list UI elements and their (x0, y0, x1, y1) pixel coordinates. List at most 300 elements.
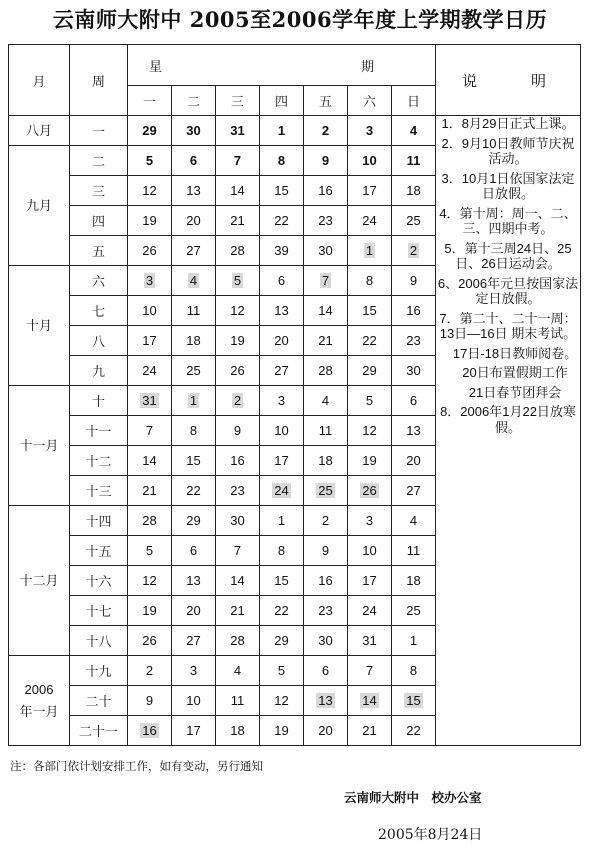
day-cell (128, 386, 172, 416)
day-cell (216, 566, 260, 596)
day-cell (348, 236, 392, 266)
day-number: 1 (365, 243, 374, 258)
day-cell (392, 506, 436, 536)
day-cell (172, 266, 216, 296)
day-number: 16 (142, 723, 157, 738)
notes-column (436, 116, 581, 746)
day-number: 16 (318, 183, 333, 198)
month-label: 十一月 (9, 386, 70, 506)
day-number: 1 (277, 513, 286, 528)
day-cell (128, 566, 172, 596)
day-cell (172, 386, 216, 416)
note-item: 17日-18日教师阅卷。 (452, 345, 578, 361)
day-cell (128, 476, 172, 506)
day-number: 28 (230, 633, 245, 648)
day-cell (392, 356, 436, 386)
day-cell (392, 536, 436, 566)
month-label: 九月 (9, 146, 70, 266)
day-cell (216, 116, 260, 146)
weekday-header: 三 (216, 86, 260, 116)
day-cell (348, 656, 392, 686)
day-number: 4 (409, 513, 418, 528)
day-number: 6 (189, 153, 198, 168)
day-cell (392, 596, 436, 626)
day-number: 22 (274, 213, 289, 228)
week-number: 二 (70, 146, 128, 176)
day-number: 28 (230, 243, 245, 258)
day-number: 30 (318, 243, 333, 258)
day-cell (260, 566, 304, 596)
day-cell (392, 296, 436, 326)
day-cell (392, 476, 436, 506)
week-number: 三 (70, 176, 128, 206)
day-number: 8 (277, 153, 286, 168)
day-number: 22 (406, 723, 421, 738)
day-number: 22 (274, 603, 289, 618)
day-cell (172, 236, 216, 266)
day-cell (348, 506, 392, 536)
day-number: 13 (186, 573, 201, 588)
day-number: 15 (274, 573, 289, 588)
day-number: 10 (274, 423, 289, 438)
day-cell (348, 626, 392, 656)
day-cell (216, 506, 260, 536)
week-number: 十八 (70, 626, 128, 656)
day-number: 25 (406, 213, 421, 228)
week-number: 一 (70, 116, 128, 146)
day-cell (304, 356, 348, 386)
weekday-header: 一 (128, 86, 172, 116)
day-number: 29 (186, 513, 201, 528)
week-number: 十七 (70, 596, 128, 626)
day-number: 8 (409, 663, 418, 678)
day-number: 21 (318, 333, 333, 348)
day-number: 13 (406, 423, 421, 438)
day-number: 12 (274, 693, 289, 708)
day-cell (348, 296, 392, 326)
day-number: 18 (230, 723, 245, 738)
day-number: 13 (186, 183, 201, 198)
day-cell (128, 446, 172, 476)
day-cell (128, 296, 172, 326)
day-cell (260, 476, 304, 506)
day-number: 6 (409, 393, 418, 408)
day-cell (348, 386, 392, 416)
day-cell (392, 236, 436, 266)
week-number: 二十一 (70, 716, 128, 746)
week-number: 二十 (70, 686, 128, 716)
day-number: 6 (321, 663, 330, 678)
day-cell (304, 116, 348, 146)
day-number: 17 (362, 183, 377, 198)
day-number: 17 (186, 723, 201, 738)
day-cell (348, 416, 392, 446)
day-cell (348, 536, 392, 566)
day-cell (304, 566, 348, 596)
day-cell (216, 446, 260, 476)
day-cell (128, 686, 172, 716)
day-cell (260, 206, 304, 236)
day-number: 20 (186, 603, 201, 618)
day-number: 11 (318, 423, 333, 438)
day-number: 17 (274, 453, 289, 468)
day-number: 4 (321, 393, 330, 408)
note-item: 1．8月29日正式上课。 (441, 116, 575, 131)
day-cell (348, 176, 392, 206)
notes-header: 说 明 (436, 45, 581, 116)
day-cell (172, 446, 216, 476)
day-cell (216, 266, 260, 296)
day-cell (172, 146, 216, 176)
day-cell (172, 566, 216, 596)
day-cell (172, 356, 216, 386)
day-number: 18 (318, 453, 333, 468)
day-number: 20 (186, 213, 201, 228)
day-cell (172, 596, 216, 626)
day-cell (172, 506, 216, 536)
note-item: 5．第十三周24日、25日、26日运动会。 (444, 240, 572, 271)
day-cell (128, 146, 172, 176)
day-cell (392, 176, 436, 206)
day-cell (260, 416, 304, 446)
day-cell (260, 356, 304, 386)
day-number: 23 (230, 483, 245, 498)
day-cell (128, 326, 172, 356)
day-number: 25 (406, 603, 421, 618)
day-cell (392, 416, 436, 446)
day-number: 25 (186, 363, 201, 378)
day-number: 17 (362, 573, 377, 588)
day-cell (304, 296, 348, 326)
issue-date: 2005年8月24日 (378, 827, 483, 843)
month-label: 八月 (9, 116, 70, 146)
day-number: 3 (145, 273, 154, 288)
day-number: 16 (230, 453, 245, 468)
day-number: 1 (277, 123, 286, 138)
day-number: 21 (142, 483, 157, 498)
day-number: 20 (274, 333, 289, 348)
note-item: 21日春节团拜会 (468, 384, 562, 400)
day-cell (172, 686, 216, 716)
day-cell (304, 266, 348, 296)
day-number: 14 (230, 573, 245, 588)
day-cell (128, 176, 172, 206)
day-cell (304, 506, 348, 536)
day-cell (128, 116, 172, 146)
day-cell (172, 176, 216, 206)
day-number: 19 (142, 213, 157, 228)
day-cell (304, 626, 348, 656)
day-cell (392, 146, 436, 176)
day-number: 21 (362, 723, 377, 738)
day-number: 9 (321, 543, 330, 558)
day-number: 11 (186, 303, 201, 318)
day-number: 27 (186, 243, 201, 258)
day-cell (348, 116, 392, 146)
day-cell (348, 566, 392, 596)
day-number: 25 (318, 483, 333, 498)
day-number: 24 (362, 213, 377, 228)
day-cell (304, 146, 348, 176)
day-cell (216, 296, 260, 326)
day-number: 10 (362, 543, 377, 558)
day-cell (260, 176, 304, 206)
day-number: 30 (406, 363, 421, 378)
weekday-header: 四 (260, 86, 304, 116)
day-cell (260, 116, 304, 146)
day-cell (216, 716, 260, 746)
day-cell (128, 596, 172, 626)
day-number: 20 (406, 453, 421, 468)
day-number: 15 (274, 183, 289, 198)
note-item: 8．2006年1月22日放寒假。 (440, 404, 576, 435)
day-number: 2 (321, 513, 330, 528)
day-cell (216, 146, 260, 176)
day-cell (260, 536, 304, 566)
day-number: 11 (406, 153, 421, 168)
day-number: 24 (142, 363, 157, 378)
day-cell (348, 356, 392, 386)
day-number: 7 (321, 273, 330, 288)
day-cell (260, 656, 304, 686)
note-item: 6、2006年元旦按国家法定日放假。 (437, 275, 579, 306)
day-number: 6 (277, 273, 286, 288)
day-cell (392, 686, 436, 716)
day-cell (348, 206, 392, 236)
weekday-group-header: 星 期 (128, 45, 436, 86)
day-number: 21 (230, 603, 245, 618)
day-number: 9 (145, 693, 154, 708)
day-number: 28 (142, 513, 157, 528)
day-cell (304, 716, 348, 746)
week-number: 十六 (70, 566, 128, 596)
day-cell (172, 206, 216, 236)
day-cell (216, 356, 260, 386)
day-number: 10 (186, 693, 201, 708)
day-number: 18 (406, 573, 421, 588)
calendar-table (8, 44, 581, 746)
day-cell (260, 506, 304, 536)
day-cell (392, 386, 436, 416)
day-cell (348, 596, 392, 626)
day-cell (304, 326, 348, 356)
day-cell (304, 416, 348, 446)
day-number: 20 (318, 723, 333, 738)
day-number: 12 (230, 303, 245, 318)
day-number: 31 (230, 123, 245, 138)
note-item: 4．第十周：周一、二、三、四期中考。 (439, 205, 577, 236)
day-number: 12 (142, 573, 157, 588)
day-cell (172, 416, 216, 446)
day-number: 11 (230, 693, 245, 708)
day-number: 7 (365, 663, 374, 678)
day-number: 17 (142, 333, 157, 348)
day-number: 31 (362, 633, 377, 648)
page-title: 云南师大附中 2005至2006学年度上学期教学日历 (52, 7, 548, 32)
day-number: 23 (406, 333, 421, 348)
week-number: 十一 (70, 416, 128, 446)
day-number: 9 (233, 423, 242, 438)
day-number: 8 (189, 423, 198, 438)
day-number: 6 (189, 543, 198, 558)
day-cell (216, 416, 260, 446)
day-number: 28 (318, 363, 333, 378)
day-number: 8 (277, 543, 286, 558)
day-number: 5 (145, 153, 154, 168)
day-number: 27 (186, 633, 201, 648)
day-cell (172, 656, 216, 686)
day-number: 31 (142, 393, 157, 408)
day-number: 2 (409, 243, 418, 258)
day-cell (260, 716, 304, 746)
day-number: 4 (409, 123, 418, 138)
day-number: 3 (189, 663, 198, 678)
day-cell (260, 596, 304, 626)
day-number: 2 (321, 123, 330, 138)
day-cell (216, 536, 260, 566)
day-number: 14 (318, 303, 333, 318)
day-cell (392, 116, 436, 146)
day-number: 10 (362, 153, 377, 168)
week-number: 九 (70, 356, 128, 386)
day-cell (216, 206, 260, 236)
day-cell (216, 386, 260, 416)
day-cell (172, 326, 216, 356)
day-cell (348, 446, 392, 476)
day-number: 5 (233, 273, 242, 288)
day-cell (216, 176, 260, 206)
week-number: 十 (70, 386, 128, 416)
issuing-office: 云南师大附中 校办公室 (344, 790, 482, 805)
day-cell (304, 176, 348, 206)
day-number: 23 (318, 213, 333, 228)
day-number: 19 (274, 723, 289, 738)
day-number: 13 (274, 303, 289, 318)
day-number: 18 (186, 333, 201, 348)
day-number: 29 (274, 633, 289, 648)
day-number: 2 (145, 663, 154, 678)
day-cell (304, 656, 348, 686)
day-number: 19 (230, 333, 245, 348)
day-number: 7 (233, 153, 242, 168)
day-number: 3 (277, 393, 286, 408)
day-number: 30 (186, 123, 201, 138)
day-cell (128, 656, 172, 686)
day-number: 9 (409, 273, 418, 288)
day-cell (216, 476, 260, 506)
week-number: 十四 (70, 506, 128, 536)
day-cell (260, 326, 304, 356)
day-number: 7 (233, 543, 242, 558)
day-cell (128, 206, 172, 236)
day-cell (392, 446, 436, 476)
note-item: 2．9月10日教师节庆祝活动。 (441, 135, 575, 166)
day-cell (304, 206, 348, 236)
day-number: 10 (142, 303, 157, 318)
day-cell (128, 716, 172, 746)
day-number: 5 (145, 543, 154, 558)
day-number: 5 (277, 663, 286, 678)
day-number: 26 (230, 363, 245, 378)
day-cell (348, 146, 392, 176)
day-number: 4 (189, 273, 198, 288)
week-number: 八 (70, 326, 128, 356)
day-cell (304, 536, 348, 566)
week-number: 五 (70, 236, 128, 266)
day-cell (392, 656, 436, 686)
week-number: 四 (70, 206, 128, 236)
day-number: 27 (406, 483, 421, 498)
day-cell (392, 326, 436, 356)
day-cell (172, 296, 216, 326)
day-cell (128, 416, 172, 446)
month-label: 2006年一月 (9, 656, 70, 746)
day-cell (260, 236, 304, 266)
day-number: 2 (233, 393, 242, 408)
month-label: 十月 (9, 266, 70, 386)
day-number: 24 (362, 603, 377, 618)
month-label: 十二月 (9, 506, 70, 656)
day-cell (216, 326, 260, 356)
day-number: 7 (145, 423, 154, 438)
week-number: 十九 (70, 656, 128, 686)
day-cell (392, 716, 436, 746)
day-cell (128, 536, 172, 566)
table-row (9, 116, 581, 146)
day-number: 22 (362, 333, 377, 348)
day-number: 21 (230, 213, 245, 228)
day-cell (348, 686, 392, 716)
day-number: 27 (274, 363, 289, 378)
week-number: 七 (70, 296, 128, 326)
day-number: 30 (230, 513, 245, 528)
day-cell (128, 506, 172, 536)
day-cell (128, 236, 172, 266)
day-number: 11 (406, 543, 421, 558)
day-cell (260, 146, 304, 176)
weekday-header: 六 (348, 86, 392, 116)
day-number: 1 (409, 633, 418, 648)
day-number: 26 (362, 483, 377, 498)
day-cell (172, 476, 216, 506)
day-number: 9 (321, 153, 330, 168)
day-number: 14 (230, 183, 245, 198)
day-number: 5 (365, 393, 374, 408)
day-number: 29 (362, 363, 377, 378)
day-number: 1 (189, 393, 198, 408)
day-cell (172, 716, 216, 746)
day-cell (260, 686, 304, 716)
day-number: 26 (142, 243, 157, 258)
day-number: 12 (142, 183, 157, 198)
day-cell (260, 626, 304, 656)
day-number: 22 (186, 483, 201, 498)
month-header: 月 (9, 45, 70, 116)
day-cell (260, 296, 304, 326)
day-cell (260, 386, 304, 416)
day-cell (304, 446, 348, 476)
day-number: 14 (142, 453, 157, 468)
day-number: 19 (142, 603, 157, 618)
day-cell (128, 626, 172, 656)
note-item: 3．10月1日依国家法定日放假。 (441, 170, 575, 201)
day-number: 12 (362, 423, 377, 438)
day-cell (348, 266, 392, 296)
week-number: 六 (70, 266, 128, 296)
day-cell (216, 626, 260, 656)
note-item: 20日布置假期工作 (462, 365, 568, 380)
day-number: 26 (142, 633, 157, 648)
